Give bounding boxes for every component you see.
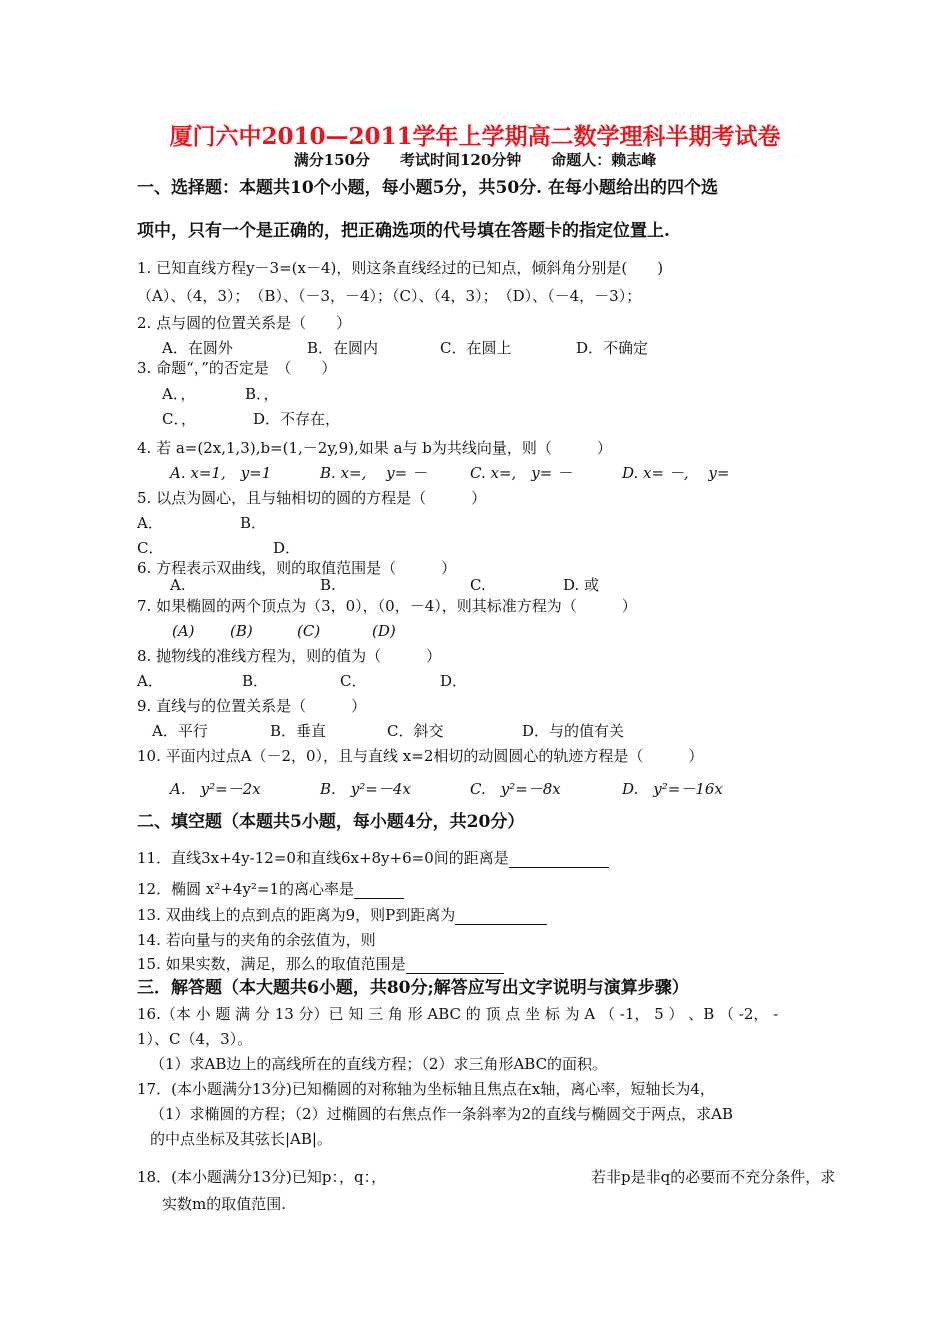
q15-text: 15. 如果实数，满足，那么的取值范围是	[137, 955, 406, 973]
q8-option-a: A．	[137, 672, 163, 690]
q12	[137, 879, 404, 899]
q4-stem: 4. 若 a=(2x,1,3),b=(1,－2y,9),如果 a与 b为共线向量，则（ ）	[137, 439, 612, 457]
q13-answer-blank	[455, 908, 547, 925]
q18-line-1b: 若非p是非q的必要而不充分条件，求	[591, 1168, 836, 1186]
section-1-heading-line-2: 项中，只有一个是正确的，把正确选项的代号填在答题卡的指定位置上.	[137, 221, 670, 241]
q14: 14. 若向量与的夹角的余弦值为，则	[137, 931, 376, 949]
q3-option-b: B．，	[245, 385, 279, 403]
exam-info: 满分150分 考试时间120分钟 命题人：赖志峰	[293, 151, 657, 169]
q10-option-b: B. y²=－4x	[320, 780, 411, 798]
q10-option-a: A. y²=－2x	[170, 780, 261, 798]
q3-option-c: C．，	[162, 410, 196, 428]
q4-option-c: C. x=, y= －	[470, 464, 573, 482]
section-2-heading: 二、填空题（本题共5小题，每小题4分，共20分）	[137, 812, 525, 832]
q6-option-b: B.	[320, 576, 336, 594]
q7-option-c: (C)	[297, 622, 321, 640]
section-3-heading: 三．解答题（本大题共6小题，共80分;解答应写出文字说明与演算步骤）	[137, 978, 689, 998]
q11-text: 11．直线3x+4y-12=0和直线6x+8y+6=0间的距离是	[137, 849, 509, 867]
q2-option-a: A．在圆外	[162, 339, 233, 357]
q4-option-a: A. x=1, y=1	[170, 464, 272, 482]
q12-answer-blank	[354, 882, 404, 899]
q8-option-c: C．	[340, 672, 367, 690]
q18-line-2: 实数m的取值范围.	[162, 1195, 286, 1213]
q6-option-d: D. 或	[563, 576, 600, 594]
page-title: 厦门六中2010—2011学年上学期高二数学理科半期考试卷	[169, 123, 781, 150]
q9-option-b: B．垂直	[270, 722, 327, 740]
q1-options: （A）、（4，3）； （B）、（－3，－4）；（C）、（4，3）； （D）、（－4，－3）；	[137, 287, 642, 305]
q3-stem: 3. 命题“，”的否定是 （ ）	[137, 359, 337, 377]
q4-option-d: D. x= －, y=	[622, 464, 730, 482]
q10-stem: 10. 平面内过点A（－2，0），且与直线 x=2相切的动圆圆心的轨迹方程是（ ）	[137, 747, 704, 765]
q7-option-a: (A)	[172, 622, 195, 640]
q5-option-b: B．	[240, 514, 267, 532]
q8-option-d: D．	[440, 672, 468, 690]
q5-option-d: D．	[273, 539, 301, 557]
q11-answer-blank	[509, 851, 609, 868]
q11	[137, 848, 609, 868]
q16-line-3: （1）求AB边上的高线所在的直线方程；（2）求三角形ABC的面积。	[150, 1055, 608, 1073]
q5-option-c: C．	[137, 539, 164, 557]
q18-line-1a: 18．(本小题满分13分)已知p：，q：，	[137, 1168, 387, 1186]
q16-line-2: 1）、C（4，3）。	[137, 1030, 253, 1048]
q15	[137, 954, 504, 974]
q12-text: 12．椭圆 x²+4y²=1的离心率是	[137, 880, 355, 898]
q5-option-a: A．	[137, 514, 163, 532]
q6-option-c: C.	[470, 576, 486, 594]
q3-option-a: A．，	[162, 385, 196, 403]
q7-stem: 7. 如果椭圆的两个顶点为（3，0），（0，－4），则其标准方程为（ ）	[137, 597, 637, 615]
q7-option-d: (D)	[372, 622, 396, 640]
q16-line-1: 16.（本 小 题 满 分 13 分）已 知 三 角 形 ABC 的 顶 点 坐 标 为 A （ -1， 5 ） 、B （ -2， -	[137, 1005, 779, 1023]
q10-option-c: C. y²=－8x	[470, 780, 561, 798]
section-1-heading-line-1: 一、选择题：本题共10个小题，每小题5分，共50分. 在每小题给出的四个选	[137, 178, 718, 198]
q2-stem: 2. 点与圆的位置关系是（ ）	[137, 314, 352, 332]
q4-option-b: B. x=, y= －	[320, 464, 427, 482]
q2-option-c: C．在圆上	[440, 339, 512, 357]
q17-line-3: 的中点坐标及其弦长|AB|。	[150, 1130, 332, 1148]
q17-line-1: 17．(本小题满分13分)已知椭圆的对称轴为坐标轴且焦点在x轴，离心率，短轴长为4，	[137, 1080, 715, 1098]
q9-option-a: A．平行	[152, 722, 208, 740]
q2-option-b: B．在圆内	[307, 339, 379, 357]
q9-option-c: C．斜交	[387, 722, 444, 740]
q17-line-2: （1）求椭圆的方程；（2）过椭圆的右焦点作一条斜率为2的直线与椭圆交于两点，求AB	[150, 1105, 733, 1123]
q2-option-d: D．不确定	[576, 339, 649, 357]
q9-stem: 9. 直线与的位置关系是（ ）	[137, 697, 367, 715]
q8-option-b: B．	[242, 672, 269, 690]
q15-answer-blank	[406, 957, 504, 974]
q5-stem: 5. 以点为圆心，且与轴相切的圆的方程是（ ）	[137, 489, 487, 507]
q13-text: 13. 双曲线上的点到点的距离为9，则P到距离为	[137, 906, 456, 924]
q6-stem: 6. 方程表示双曲线，则的取值范围是（ ）	[137, 559, 457, 577]
q7-option-b: (B)	[230, 622, 253, 640]
q9-option-d: D．与的值有关	[522, 722, 625, 740]
q10-option-d: D. y²=－16x	[622, 780, 723, 798]
q8-stem: 8. 抛物线的准线方程为，则的值为（ ）	[137, 647, 442, 665]
q6-option-a: A.	[170, 576, 186, 594]
q3-option-d: D．不存在，	[253, 410, 341, 428]
q1-stem: 1. 已知直线方程y－3=(x－4)，则这条直线经过的已知点，倾斜角分别是( )	[137, 259, 664, 277]
q13	[137, 905, 547, 925]
